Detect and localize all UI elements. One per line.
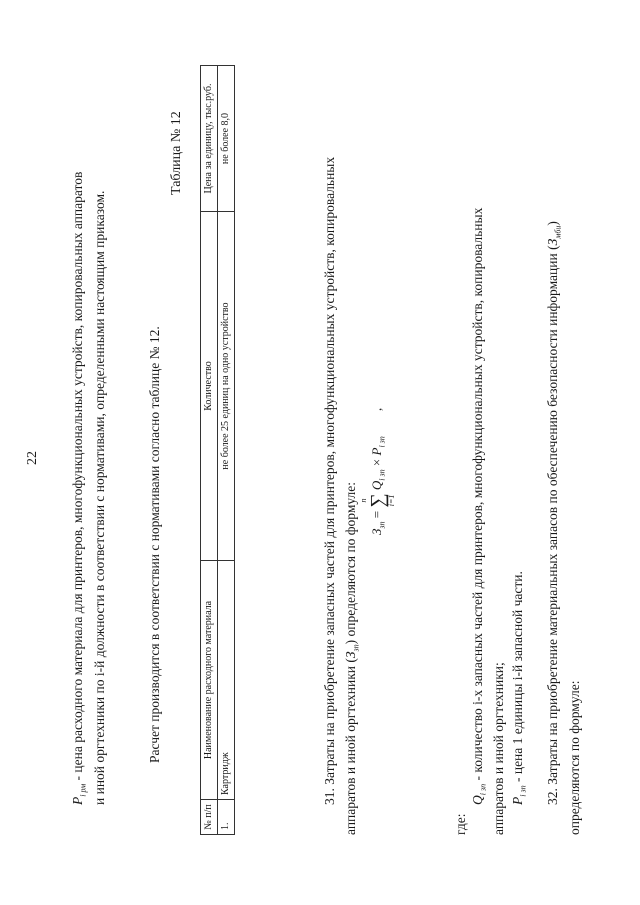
cell-material: Картридж	[218, 561, 235, 800]
definition-price: $P_{i зп}$ - цена 1 единицы i-й запасной части.	[510, 571, 528, 805]
paragraph-32-cont: определяются по формуле:	[567, 680, 582, 835]
cell-price: не более 8,0	[218, 66, 235, 212]
where-label: где:	[453, 813, 468, 835]
paragraph-price-definition-cont: и иной оргтехники по i-й должности в соответствии с нормативами, определенными настоящим приказом.	[92, 190, 107, 805]
symbol-p-rm: $P_{i рм}$	[70, 783, 88, 805]
page-number: 22	[25, 451, 40, 465]
header-quantity: Количество	[201, 212, 218, 561]
cell-quantity: не более 25 единиц на одно устройство	[218, 212, 235, 561]
paragraph-price-definition: $P_{i рм}$ - цена расходного материала для принтеров, многофункциональных устройств, копировальных аппаратов	[70, 171, 88, 805]
header-price: Цена за единицу, тыс.руб.	[201, 66, 218, 212]
paragraph-32: 32. Затраты на приобретение материальных запасов по обеспечению безопасности информации $(З_{мби})$	[545, 221, 563, 805]
cell-number: 1.	[218, 800, 235, 835]
paragraph-31: 31. Затраты на приобретение запасных частей для принтеров, многофункциональных устройств, копировальных	[322, 156, 337, 805]
table-row	[218, 66, 235, 835]
consumables-table	[200, 65, 235, 835]
paragraph-calculation-note: Расчет производится в соответствии с нормативами согласно таблице № 12.	[147, 326, 162, 763]
formula-spare-parts: $З_{зп}$ = n ∑ i=1 $Q_{i зп} \times P_{i зп}$ ,	[359, 407, 396, 535]
table-header-row	[201, 66, 218, 835]
header-number: № п/п	[201, 800, 218, 835]
header-material: Наименование расходного материала	[201, 561, 218, 800]
definition-quantity: $Q_{i зп}$ - количество i-х запасных частей для принтеров, многофункциональных устройств, копировальных	[470, 207, 488, 805]
paragraph-31-cont: аппаратов и иной оргтехники $(З_{зп})$ определяются по формуле:	[343, 481, 361, 835]
definition-quantity-cont: аппаратов и иной оргтехники;	[491, 662, 506, 835]
table-caption: Таблица № 12	[169, 111, 184, 195]
